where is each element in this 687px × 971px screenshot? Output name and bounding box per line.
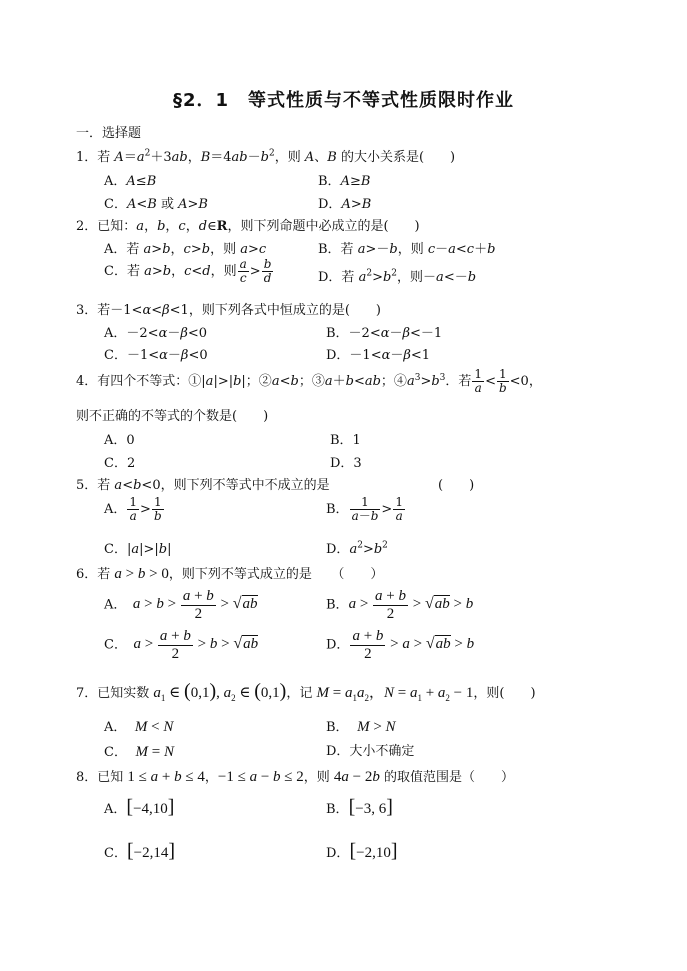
q4-option-b: B．1 xyxy=(330,433,361,448)
q7-option-b: B． M > N xyxy=(326,719,396,735)
q6-option-d: D． $\frac{a + b}{2}$ > a > √ab > b xyxy=(326,628,475,662)
q4-option-c: C．2 xyxy=(104,456,136,471)
question-7: 7．已知实数 $a_1$ ∈ (0,1), $a_2$ ∈ (0,1)，记 $M = a_1a_2$，$N = a_1 + a_2 - 1$，则( ) xyxy=(76,680,536,703)
q5-answer-paren: ( ) xyxy=(438,478,475,493)
q7-option-d: D．大小不确定 xyxy=(326,744,415,759)
q2-option-d: D．若 $a^2>b^2$，则－a<－b xyxy=(318,268,477,285)
question-4-cont: 则不正确的不等式的个数是( ) xyxy=(76,409,269,424)
q6-option-a: A． a > b > $\frac{a + b}{2}$ > √ab xyxy=(104,588,258,622)
q4-option-d: D．3 xyxy=(330,456,362,471)
q3-option-a: A．－2<α－β<0 xyxy=(104,326,208,341)
q3-option-c: C．－1<α－β<0 xyxy=(104,348,208,363)
q1-option-c: C．A<B 或 A>B xyxy=(104,197,208,212)
q2-option-c: C．若 a>b，c<d，则 $\frac{a}{c}$ > $\frac{b}{d}$ xyxy=(104,257,272,286)
q2-option-a: A．若 a>b，c>b，则 a>c xyxy=(104,242,267,257)
section-heading: 一．选择题 xyxy=(76,126,142,141)
q5-option-c: C．|a|>|b| xyxy=(104,542,172,557)
question-5: 5．若 a<b<0，则下列不等式中不成立的是 xyxy=(76,478,330,493)
q5-option-d: D．$a^2>b^2$ xyxy=(326,540,388,557)
q5-option-b: B． $\frac{1}{a-b}$ > $\frac{1}{a}$ xyxy=(326,495,403,524)
q6-option-b: B．a > $\frac{a + b}{2}$ > √ab > b xyxy=(326,588,474,622)
q8-option-a: A．[−4,10] xyxy=(104,796,175,818)
q1-option-d: D．A>B xyxy=(318,197,372,212)
q7-option-a: A． M < N xyxy=(104,719,174,735)
q5-option-a: A． $\frac{1}{a}$ > $\frac{1}{b}$ xyxy=(104,495,162,524)
q8-option-c: C．[−2,14] xyxy=(104,840,176,862)
question-3: 3．若－1<α<β<1，则下列各式中恒成立的是( ) xyxy=(76,303,381,318)
q1-option-b: B．A≥B xyxy=(318,174,371,189)
q8-option-b: B．[−3, 6] xyxy=(326,796,393,818)
q1-option-a: A．A≤B xyxy=(104,174,157,189)
q3-option-b: B．－2<α－β<－1 xyxy=(326,326,443,341)
q3-option-d: D．－1<α－β<1 xyxy=(326,348,431,363)
q8-option-d: D．[−2,10] xyxy=(326,840,398,862)
question-2: 2．已知：a，b，c，d∈R，则下列命题中必成立的是( ) xyxy=(76,219,420,234)
question-4: 4．有四个不等式：①|a|>|b|；②a<b；③a＋b<ab；$④a^3>b^3$．若 $\frac{1}{a}$ < $\frac{1}{b}$ <0， xyxy=(76,367,542,396)
question-6: 6．若 a > b > 0，则下列不等式成立的是 （ ） xyxy=(76,566,384,582)
question-1: 1．若 $A=a^2+3ab$，$B=4ab-b^2$，则 A、B 的大小关系是( ) xyxy=(76,148,456,165)
q7-option-c: C． M = N xyxy=(104,744,174,760)
q4-option-a: A．0 xyxy=(104,433,135,448)
q6-option-c: C． a > $\frac{a + b}{2}$ > b > √ab xyxy=(104,628,259,662)
question-8: 8．已知 1 ≤ a + b ≤ 4，−1 ≤ a − b ≤ 2，则 4a − 2b 的取值范围是（ ） xyxy=(76,769,515,785)
page-title: §2．1 等式性质与不等式性质限时作业 xyxy=(172,90,515,111)
q2-option-b: B．若 a>－b，则 c－a<c＋b xyxy=(318,242,496,257)
